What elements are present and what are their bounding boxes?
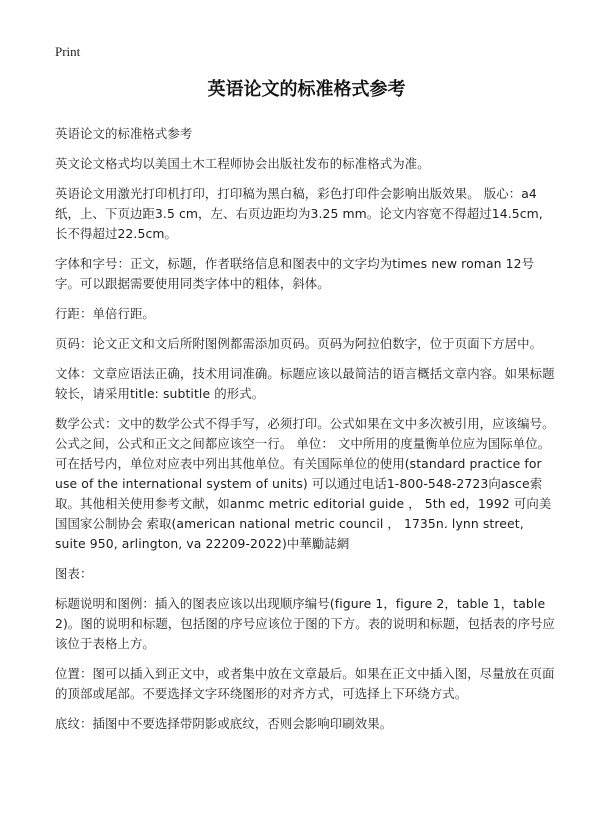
- paragraph-position: 位置：图可以插入到正文中，或者集中放在文章最后。如果在正文中插入图，尽量放在页面的顶部或尾部。不要选择文字环绕图形的对齐方式，可选择上下环绕方式。: [55, 666, 555, 701]
- paragraph-captions: 标题说明和图例：插入的图表应该以出现顺序编号(figure 1，figure 2，table 1，table 2)。图的说明和标题，包括图的序号应该位于图的下方。表的说明和标题，包括表的序号应该位于表格上方。: [55, 596, 556, 651]
- paragraph-figures-heading: 图表：: [55, 566, 93, 581]
- paragraph-format-standard: 英文论文格式均以美国土木工程师协会出版社发布的标准格式为准。: [55, 156, 430, 171]
- paragraph-shading: 底纹：插图中不要选择带阴影或底纹，否则会影响印刷效果。: [55, 716, 393, 731]
- print-label: Print: [55, 44, 81, 59]
- paragraph-subtitle: 英语论文的标准格式参考: [55, 126, 193, 141]
- paragraph-printing: 英语论文用激光打印机打印，打印稿为黑白稿，彩色打印件会影响出版效果。 版心：a4纸，上、下页边距3.5 cm，左、右页边距均为3.25 mm。论文内容宽不得超过14.5cm, 长不得超过22.5cm。: [55, 186, 543, 241]
- paragraph-font: 字体和字号：正文，标题，作者联络信息和图表中的文字均为times new roman 12号字。可以跟据需要使用同类字体中的粗体，斜体。: [55, 256, 535, 291]
- paragraph-math-units: 数学公式：文中的数学公式不得手写，必须打印。公式如果在文中多次被引用，应该编号。公式之间，公式和正文之间都应该空一行。 单位： 文中所用的度量衡单位应为国际单位。可在括号内，单位对应表中列出其他单位。有关国际单位的使用(standard practice for use of the international system of units) 可以通过电话1-800-548-2723向asce索取。其他相关使用参考文献，如anmc metric editorial guide ， 5th ed，1992 可向美国国家公制协会 索取(american national metric council ， 1735n. lynn street, suite 950, arlington, va 22209-2022)中華勵誌網: [55, 416, 555, 551]
- paragraph-page-numbers: 页码：论文正文和文后所附图例都需添加页码。页码为阿拉伯数字，位于页面下方居中。: [55, 336, 543, 351]
- paragraph-line-spacing: 行距：单倍行距。: [55, 306, 155, 321]
- paragraph-style: 文体：文章应语法正确，技术用词准确。标题应该以最简洁的语言概括文章内容。如果标题较长，请采用title: subtitle 的形式。: [55, 366, 555, 401]
- document-title: 英语论文的标准格式参考: [207, 79, 406, 100]
